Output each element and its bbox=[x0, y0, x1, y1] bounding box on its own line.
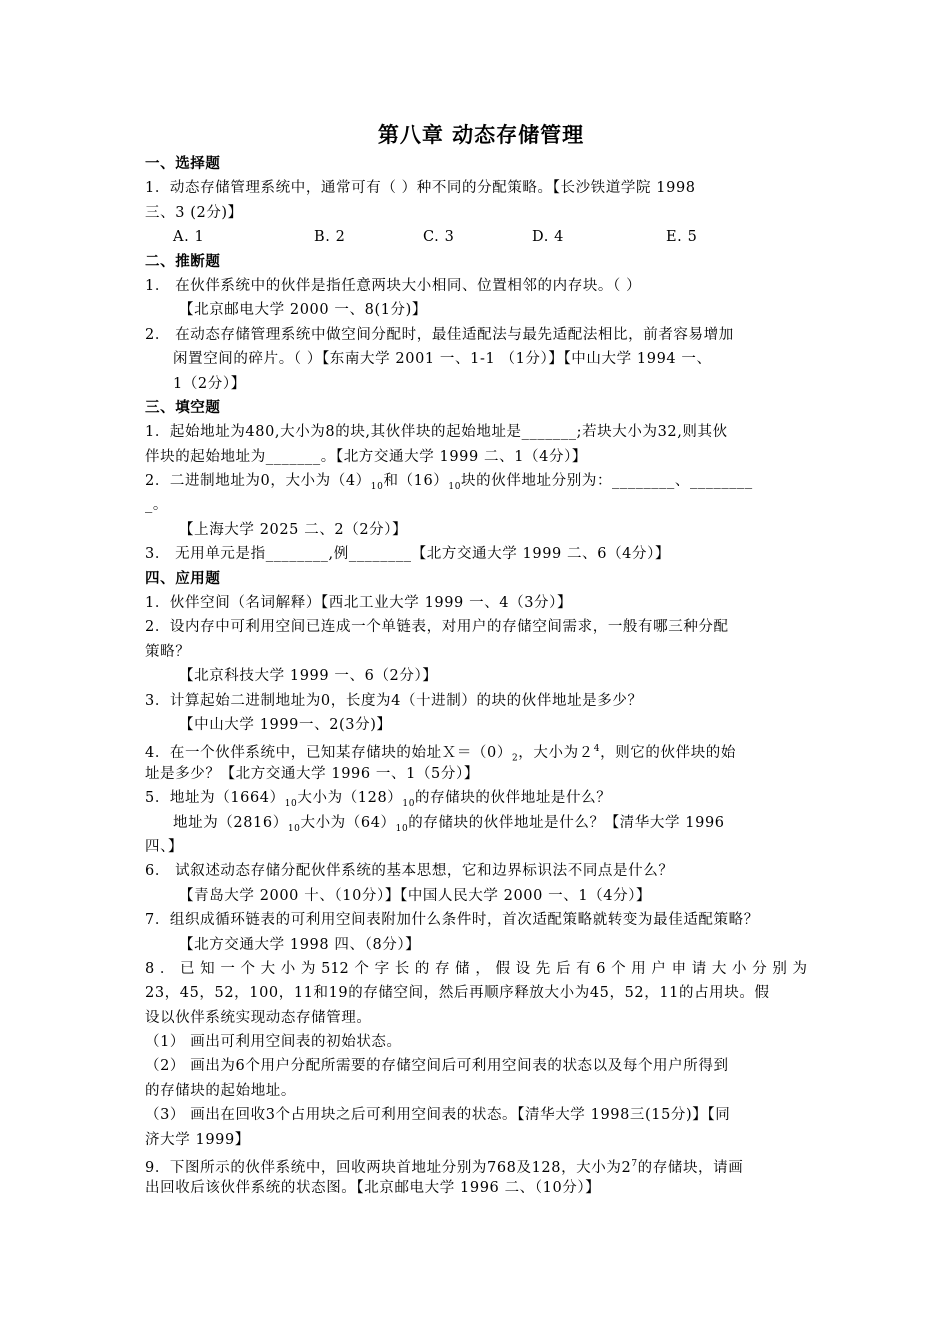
section-heading-choice: 一、选择题 bbox=[145, 156, 221, 172]
question-text: 3．计算起始二进制地址为0，长度为4（十进制）的块的伙伴地址是多少？ bbox=[145, 692, 643, 709]
text-fragment: ，大小为２ bbox=[518, 745, 594, 762]
question-text: _。 bbox=[145, 497, 168, 514]
question-text bbox=[145, 786, 815, 810]
text-fragment: 大小为（64） bbox=[300, 814, 396, 831]
question-text: 8．已知一个大小为512个字长的存储，假设先后有6个用户申请大小分别为 bbox=[145, 960, 807, 977]
section-heading-judgement: 二、推断题 bbox=[145, 253, 221, 270]
subscript: 10 bbox=[284, 799, 298, 810]
text-fragment: 地址为（2816） bbox=[173, 814, 288, 831]
text-fragment: 块的伙伴地址分别为：________、________ bbox=[461, 473, 753, 490]
section-heading-fill: 三、填空题 bbox=[145, 399, 221, 416]
chapter-title: 第八章 动态存储管理 bbox=[377, 123, 585, 147]
question-text: 23，45，52，100，11和19的存储空间，然后再顺序释放大小为45，52，11的占用块。假 bbox=[145, 985, 770, 1002]
question-text: 伴块的起始地址为_______。【北方交通大学 1999 二、1（4分）】 bbox=[145, 448, 588, 465]
sub-question: 济大学 1999】 bbox=[145, 1131, 250, 1148]
question-text: 7．组织成循环链表的可利用空间表附加什么条件时，首次适配策略就转变为最佳适配策略？ bbox=[145, 912, 759, 929]
subscript: 10 bbox=[287, 823, 301, 834]
text-fragment: 的存储块的伙伴地址是什么？【清华大学 1996 bbox=[408, 814, 725, 831]
question-text bbox=[145, 737, 815, 765]
question-source: 【北方交通大学 1998 四、（8分）】 bbox=[179, 936, 421, 953]
sub-question: （1） 画出可利用空间表的初始状态。 bbox=[145, 1034, 402, 1051]
question-text: 6． 试叙述动态存储分配伙伴系统的基本思想，它和边界标识法不同点是什么？ bbox=[145, 863, 674, 880]
question-text: 1． 在伙伴系统中的伙伴是指任意两块大小相同、位置相邻的内存块。（ ） bbox=[145, 277, 642, 294]
question-text bbox=[145, 811, 815, 835]
question-text: 3． 无用单元是指________,例________【北方交通大学 1999 二、6（4分）】 bbox=[145, 546, 671, 563]
question-text: 1．伙伴空间（名词解释）【西北工业大学 1999 一、4（3分）】 bbox=[145, 595, 573, 612]
option-e: E. 5 bbox=[666, 229, 698, 246]
question-text: 三、3 (2分)】 bbox=[145, 204, 243, 221]
superscript: 4 bbox=[593, 744, 601, 755]
question-source: 【北京科技大学 1999 一、6（2分）】 bbox=[179, 668, 438, 685]
subscript: 10 bbox=[448, 481, 462, 492]
option-d: D. 4 bbox=[532, 229, 564, 246]
subscript: 10 bbox=[370, 481, 384, 492]
option-a: A. 1 bbox=[173, 229, 205, 246]
text-fragment: 的存储块的伙伴地址是什么？ bbox=[415, 790, 612, 807]
question-text: 设以伙伴系统实现动态存储管理。 bbox=[145, 1009, 372, 1026]
sub-question: （2） 画出为6个用户分配所需要的存储空间后可利用空间表的状态以及每个用户所得到 bbox=[145, 1058, 729, 1075]
question-text: 1．动态存储管理系统中，通常可有（ ）种不同的分配策略。【长沙铁道学院 1998 bbox=[145, 180, 696, 197]
text-fragment: ，则它的伙伴块的始 bbox=[600, 745, 737, 762]
question-source: 【上海大学 2025 二、2（2分）】 bbox=[179, 521, 408, 538]
subscript: 10 bbox=[395, 823, 409, 834]
text-fragment: 和（16） bbox=[383, 473, 449, 490]
question-text: 址是多少？【北方交通大学 1996 一、1（5分）】 bbox=[145, 765, 479, 782]
question-text: 1．起始地址为480,大小为8的块,其伙伴块的起始地址是_______;若块大小为32,则其伙 bbox=[145, 424, 728, 441]
text-fragment: 9．下图所示的伙伴系统中，回收两块首地址分别为768及128，大小为2 bbox=[145, 1159, 632, 1176]
answer-options bbox=[145, 225, 815, 249]
text-fragment: 的存储块，请画 bbox=[637, 1159, 744, 1176]
question-text: 闲置空间的碎片。（ ）【东南大学 2001 一、1-1 （1分）】【中山大学 1994 一、 bbox=[173, 351, 712, 368]
question-text: 2． 在动态存储管理系统中做空间分配时，最佳适配法与最先适配法相比，前者容易增加 bbox=[145, 326, 734, 343]
sub-question: 的存储块的起始地址。 bbox=[145, 1082, 296, 1099]
subscript: 10 bbox=[402, 799, 416, 810]
question-text: 策略？ bbox=[145, 643, 191, 660]
text-fragment: 大小为（128） bbox=[297, 790, 403, 807]
question-text bbox=[145, 1152, 815, 1176]
question-text: 1（2分）】 bbox=[173, 375, 246, 392]
text-fragment: 4．在一个伙伴系统中，已知某存储块的始址Ｘ＝（0） bbox=[145, 745, 512, 762]
question-text: 2．设内存中可利用空间已连成一个单链表，对用户的存储空间需求，一般有哪三种分配 bbox=[145, 619, 729, 636]
option-b: B. 2 bbox=[314, 229, 346, 246]
question-source: 【北京邮电大学 2000 一、8(1分)】 bbox=[179, 302, 427, 319]
question-text bbox=[145, 469, 815, 493]
text-fragment: 2．二进制地址为0，大小为（4） bbox=[145, 473, 371, 490]
question-source: 【青岛大学 2000 十、（10分）】【中国人民大学 2000 一、1（4分）】 bbox=[179, 887, 652, 904]
document-page bbox=[145, 118, 815, 1201]
section-heading-application: 四、应用题 bbox=[145, 570, 221, 587]
subscript: 2 bbox=[511, 754, 519, 765]
question-source: 【中山大学 1999一、2(3分)】 bbox=[179, 716, 392, 733]
question-text: 四、】 bbox=[145, 838, 184, 855]
text-fragment: 5．地址为（1664） bbox=[145, 790, 285, 807]
option-c: C. 3 bbox=[423, 229, 455, 246]
question-text: 出回收后该伙伴系统的状态图。【北京邮电大学 1996 二、（10分）】 bbox=[145, 1180, 601, 1197]
superscript: 7 bbox=[631, 1159, 638, 1170]
sub-question: （3） 画出在回收3个占用块之后可利用空间表的状态。【清华大学 1998三(15分)】【同 bbox=[145, 1107, 731, 1124]
